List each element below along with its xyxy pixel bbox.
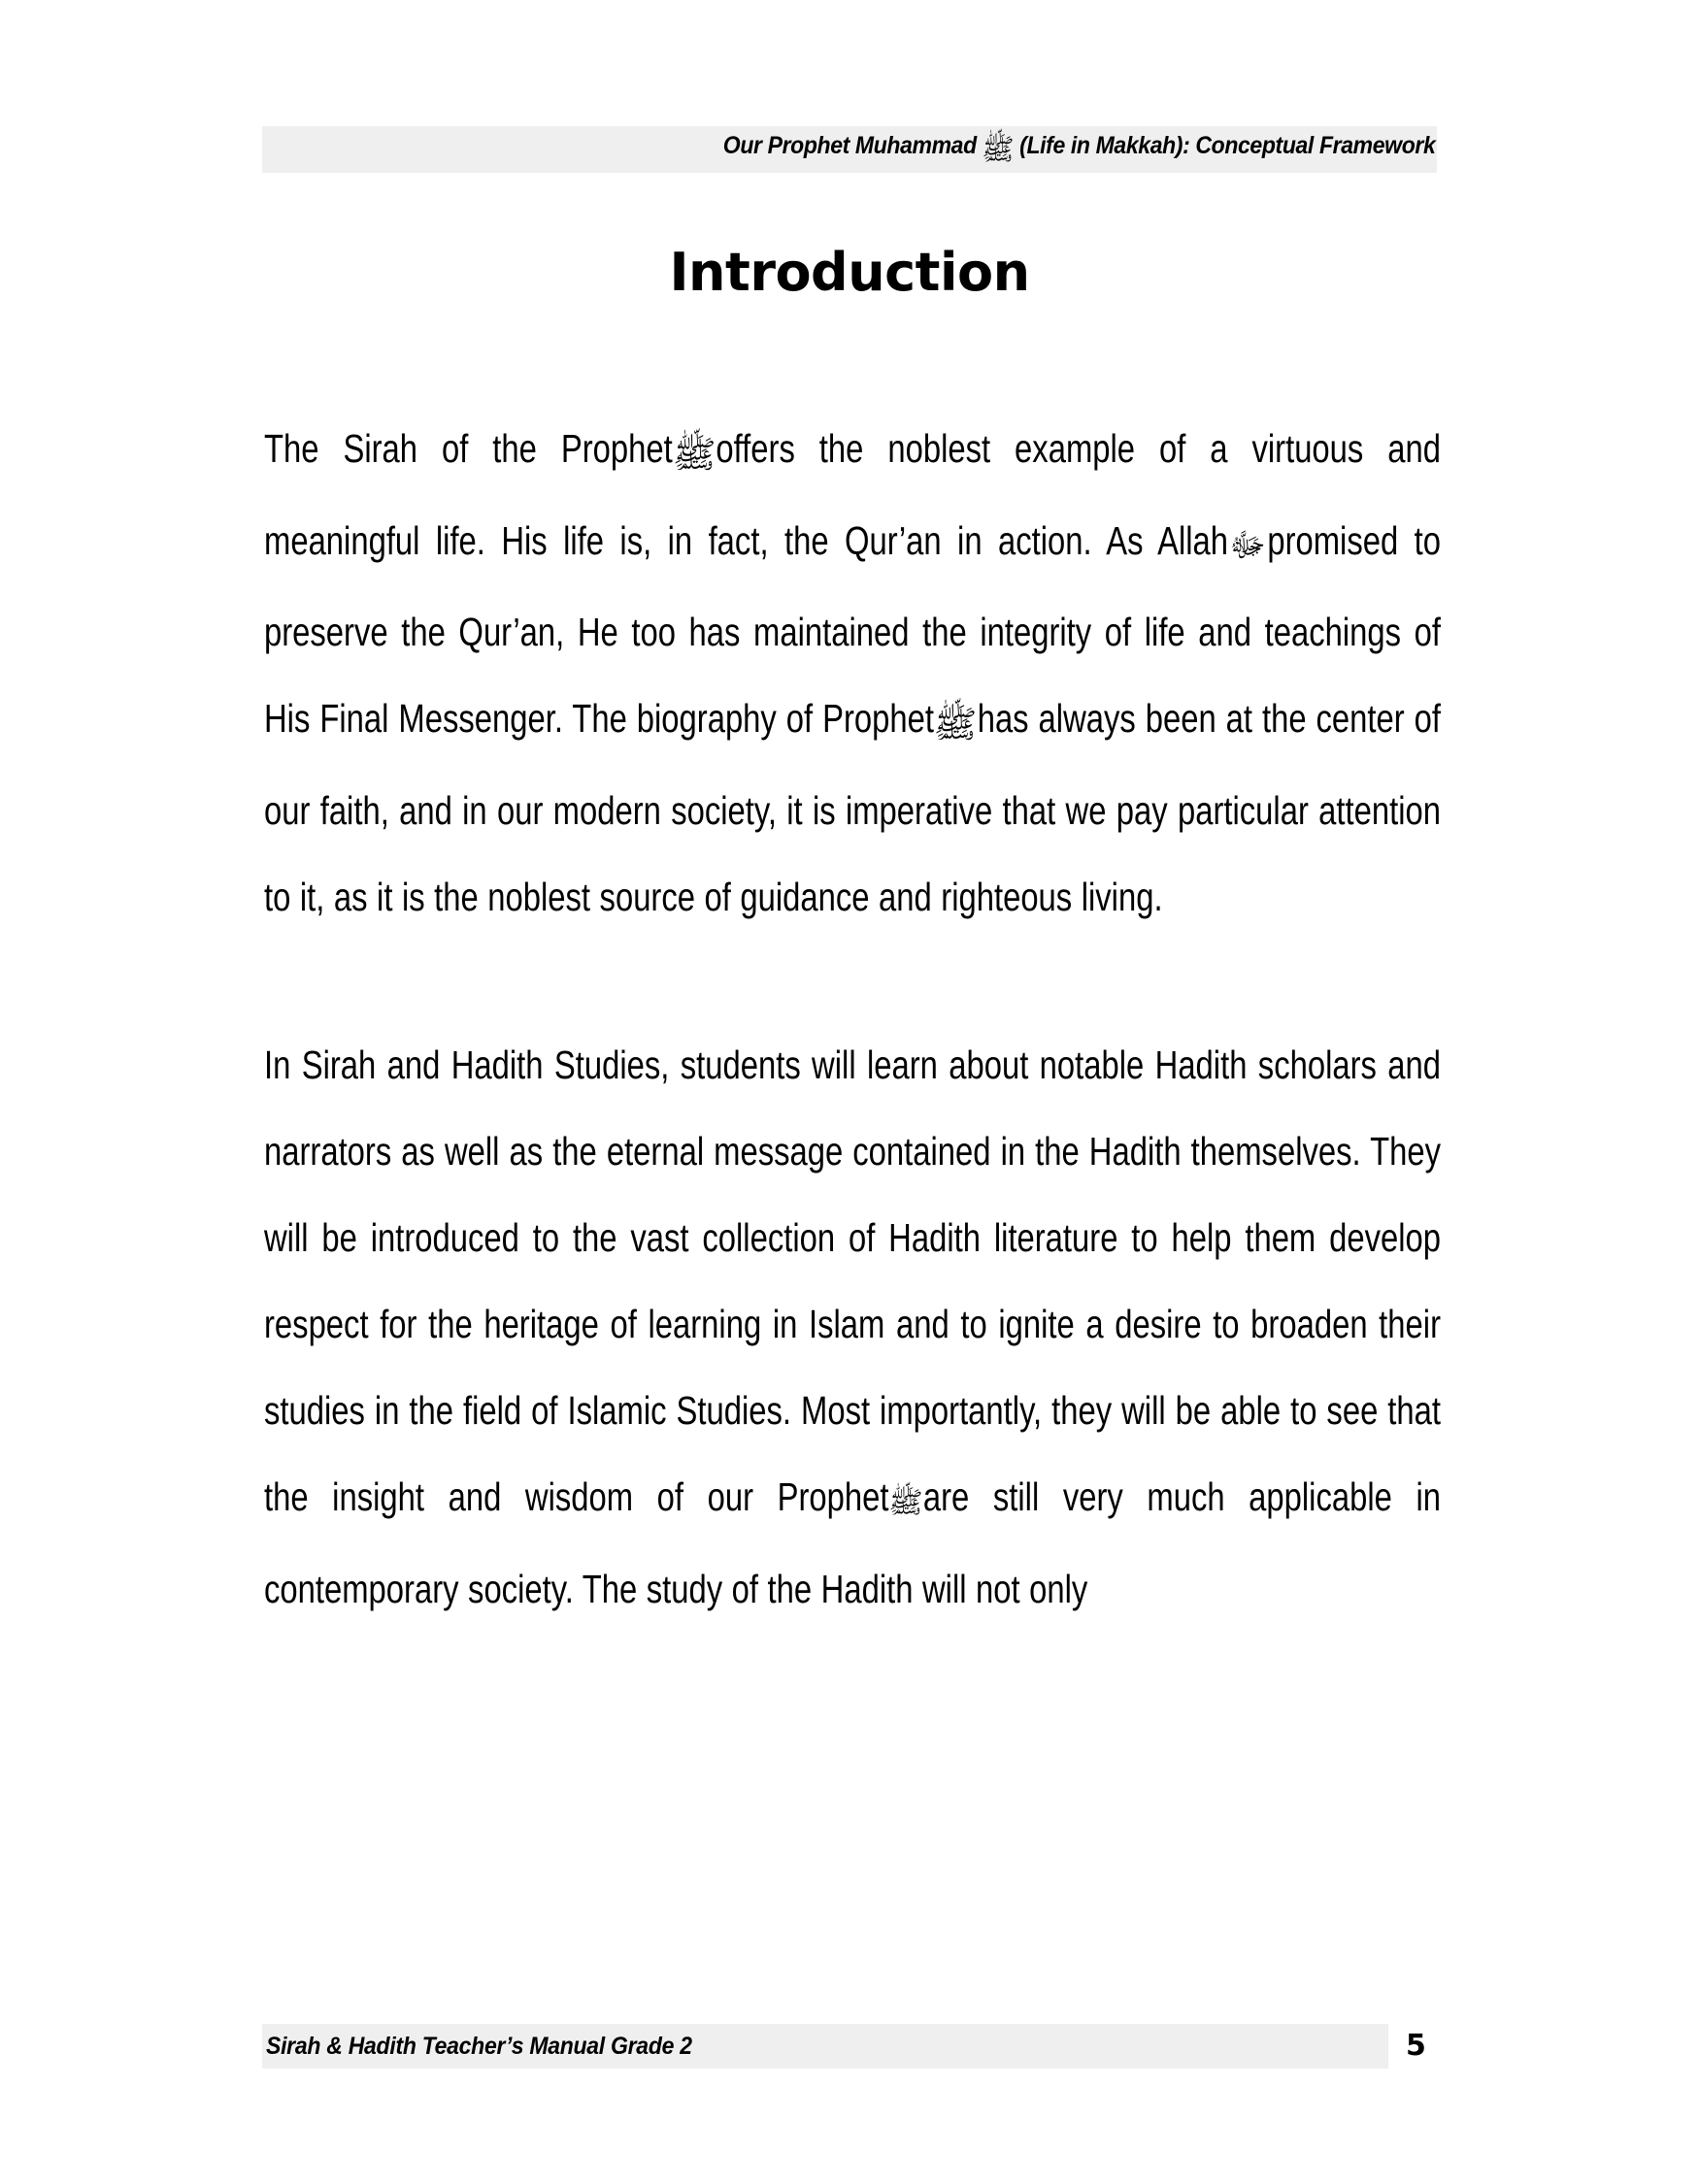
paragraph-2 bbox=[264, 1022, 1441, 1633]
paragraph-1 bbox=[264, 406, 1441, 941]
paragraph-1-segment-4: has always been at the center of our faith, and in our modern society, it is imperative that we pay particular attention to it, as it is the noblest source of guidance and righteous living. bbox=[264, 696, 1441, 920]
sallallahu-alayhi-wa-sallam-icon: ﷺ bbox=[981, 132, 1015, 167]
running-header-title-before: Our Prophet Muhammad bbox=[722, 132, 977, 160]
running-footer bbox=[262, 2024, 1388, 2068]
running-header bbox=[262, 126, 1437, 173]
running-header-text bbox=[722, 132, 1435, 167]
paragraph-1-segment-3: promised to preserve the Qur’an, He too has maintained the integrity of life and teachings of His Final Messenger. The biography of Prophet bbox=[264, 518, 1441, 741]
running-header-title-after: (Life in Makkah): Conceptual Framework bbox=[1018, 132, 1435, 160]
paragraph-1-segment-2: offers the noblest example of a virtuous and meaningful life. His life is, in fact, the Qur’an in action. As Allah bbox=[264, 426, 1441, 564]
paragraph-2-segment-1: In Sirah and Hadith Studies, students will learn about notable Hadith scholars and narrators as well as the eternal message contained in the Hadith themselves. They will be introduced to the vast collection of Hadith literature to help them develop respect for the heritage of learning in Islam and to ignite a desire to broaden their studies in the field of Islamic Studies. Most importantly, they will be able to see that the insight and wisdom of our Prophet bbox=[264, 1042, 1441, 1520]
paragraph-2-segment-2: are still very much applicable in contemporary society. The study of the Hadith will not only bbox=[264, 1474, 1441, 1611]
body-content bbox=[264, 406, 1441, 1633]
page-title: Introduction bbox=[669, 242, 1030, 304]
running-footer-text: Sirah & Hadith Teacher’s Manual Grade 2 bbox=[266, 2032, 692, 2060]
page-number: 5 bbox=[1406, 2029, 1426, 2063]
sallallahu-alayhi-wa-sallam-icon: ﷺ bbox=[933, 703, 978, 746]
subhanahu-wa-taala-icon: ﷻ bbox=[1229, 526, 1266, 565]
sallallahu-alayhi-wa-sallam-icon: ﷺ bbox=[672, 433, 716, 477]
paragraph-1-segment-1: The Sirah of the Prophet bbox=[264, 426, 673, 471]
sallallahu-alayhi-wa-sallam-icon: ﷺ bbox=[888, 1485, 923, 1520]
